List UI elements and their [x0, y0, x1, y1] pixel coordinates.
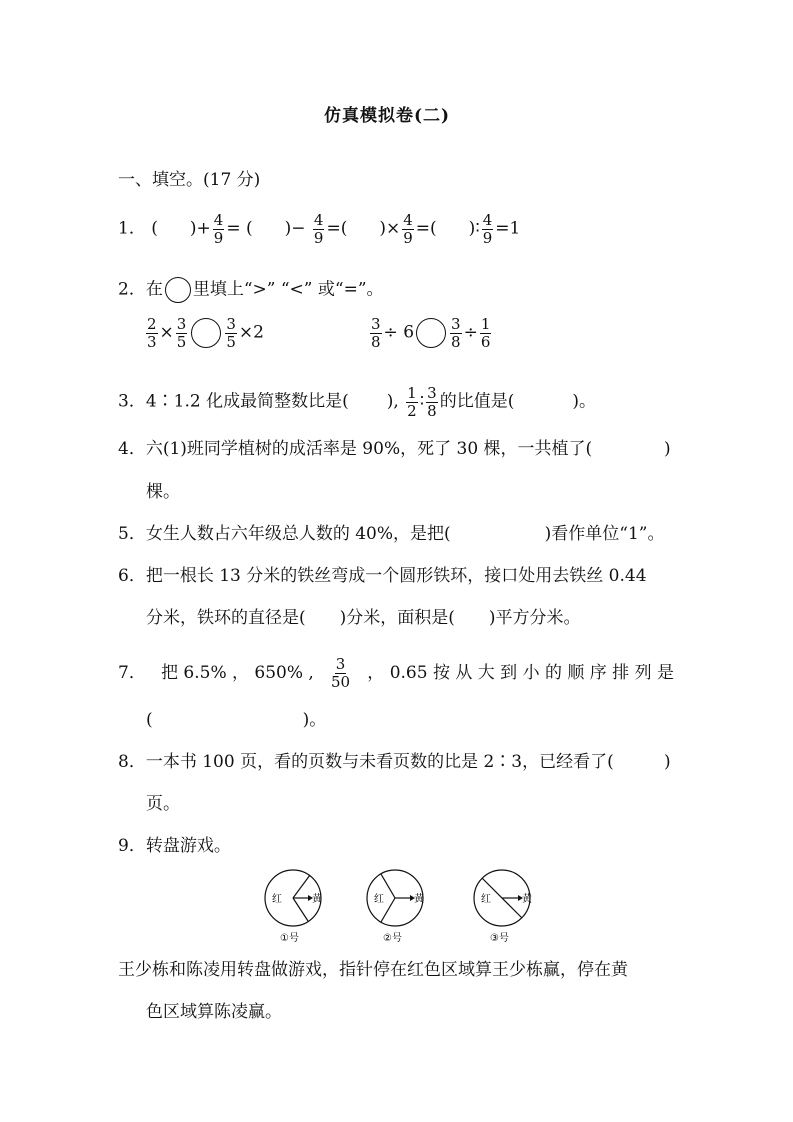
question-4: 4．六(1)班同学植树的成活率是 90%，死了 30 棵，一共植了(	[118, 439, 593, 459]
spinner-label-red: 红	[374, 894, 384, 905]
spinner-caption: ①号	[280, 933, 299, 944]
spinner-caption: ②号	[383, 933, 402, 944]
spinner-caption: ③号	[490, 933, 509, 944]
spinner-1	[265, 870, 323, 944]
spinner-label-yellow: 黄	[414, 894, 424, 905]
compare-circle-input[interactable]	[416, 318, 446, 348]
spinner-label-yellow: 黄	[312, 894, 322, 905]
spinner-label-yellow: 黄	[522, 894, 532, 905]
spinner-2	[367, 870, 425, 944]
fraction: $\frac{4}{9}$	[213, 211, 224, 247]
fraction: $\frac{4}{9}$	[403, 211, 413, 247]
q6-line2: 分米，铁环的直径是( )分米，面积是( )平方分米。	[146, 608, 581, 628]
spinner-3	[474, 870, 533, 944]
q4-close-paren: )	[664, 439, 671, 459]
spinner-figures	[250, 866, 540, 946]
fraction: $\frac{4}{9}$	[482, 211, 493, 247]
q2-expression-2: $\frac{3}{8}$ ÷ 6 $\frac{3}{8}$ ÷ $\frac{1}{6}$	[371, 315, 491, 351]
q2-expression-1: $\frac{2}{3}$ × $\frac{3}{5}$ $\frac{3}{5}$ ×2	[147, 315, 264, 351]
question-5: 5．女生人数占六年级总人数的 40%，是把( )看作单位“1”。	[118, 524, 665, 544]
q4-line2: 棵。	[146, 482, 180, 502]
compare-circle	[165, 277, 191, 303]
question-1: 1． ( )+ $\frac{4}{9}$ = ( )− $\frac{4}{9}$ =( )× $\frac{4}{9}$ =( )∶ $\frac{4}{9}$ =1	[118, 211, 521, 247]
question-3: 3．4∶1.2 化成最简整数比是( ), $\frac{1}{2}$ ∶ $\frac{3}{8}$ 的比值是( )。	[118, 384, 596, 420]
fraction: $\frac{1}{6}$	[480, 315, 491, 351]
fraction: $\frac{2}{3}$	[147, 315, 157, 351]
fraction: $\frac{3}{8}$	[371, 315, 381, 351]
question-7: 7． 把 6.5% ， 650% , $\frac{3}{50}$ ， 0.65 按 从 大 到 小 的 顺 序 排 列 是	[118, 655, 674, 691]
q7-line2: ( )。	[146, 710, 327, 730]
spinner-label-red: 红	[481, 894, 491, 905]
question-8: 8．一本书 100 页，看的页数与未看页数的比是 2∶3，已经看了(	[118, 752, 614, 772]
q9-paragraph-line2: 色区域算陈凌赢。	[146, 1002, 282, 1022]
fraction: $\frac{3}{5}$	[176, 315, 187, 351]
q8-line2: 页。	[146, 794, 180, 814]
question-9: 9．转盘游戏。	[118, 836, 231, 856]
fraction: $\frac{3}{8}$	[451, 315, 461, 351]
fraction: $\frac{3}{50}$	[331, 655, 351, 691]
fraction: $\frac{3}{8}$	[427, 384, 437, 420]
question-2: 2．在 里填上“>” “<” 或“=”。	[118, 277, 384, 303]
q8-close-paren: )	[664, 752, 671, 772]
compare-circle-input[interactable]	[191, 318, 221, 348]
page-title: 仿真模拟卷(二)	[324, 106, 451, 126]
q9-paragraph-line1: 王少栋和陈凌用转盘做游戏，指针停在红色区域算王少栋赢，停在黄	[118, 960, 628, 980]
question-6: 6．把一根长 13 分米的铁丝弯成一个圆形铁环，接口处用去铁丝 0.44	[118, 566, 647, 586]
fraction: $\frac{1}{2}$	[407, 384, 417, 420]
fraction: $\frac{3}{5}$	[226, 315, 236, 351]
fraction: $\frac{4}{9}$	[313, 211, 324, 247]
spinner-label-red: 红	[272, 894, 282, 905]
section-heading: 一、填空。(17 分)	[118, 170, 261, 190]
